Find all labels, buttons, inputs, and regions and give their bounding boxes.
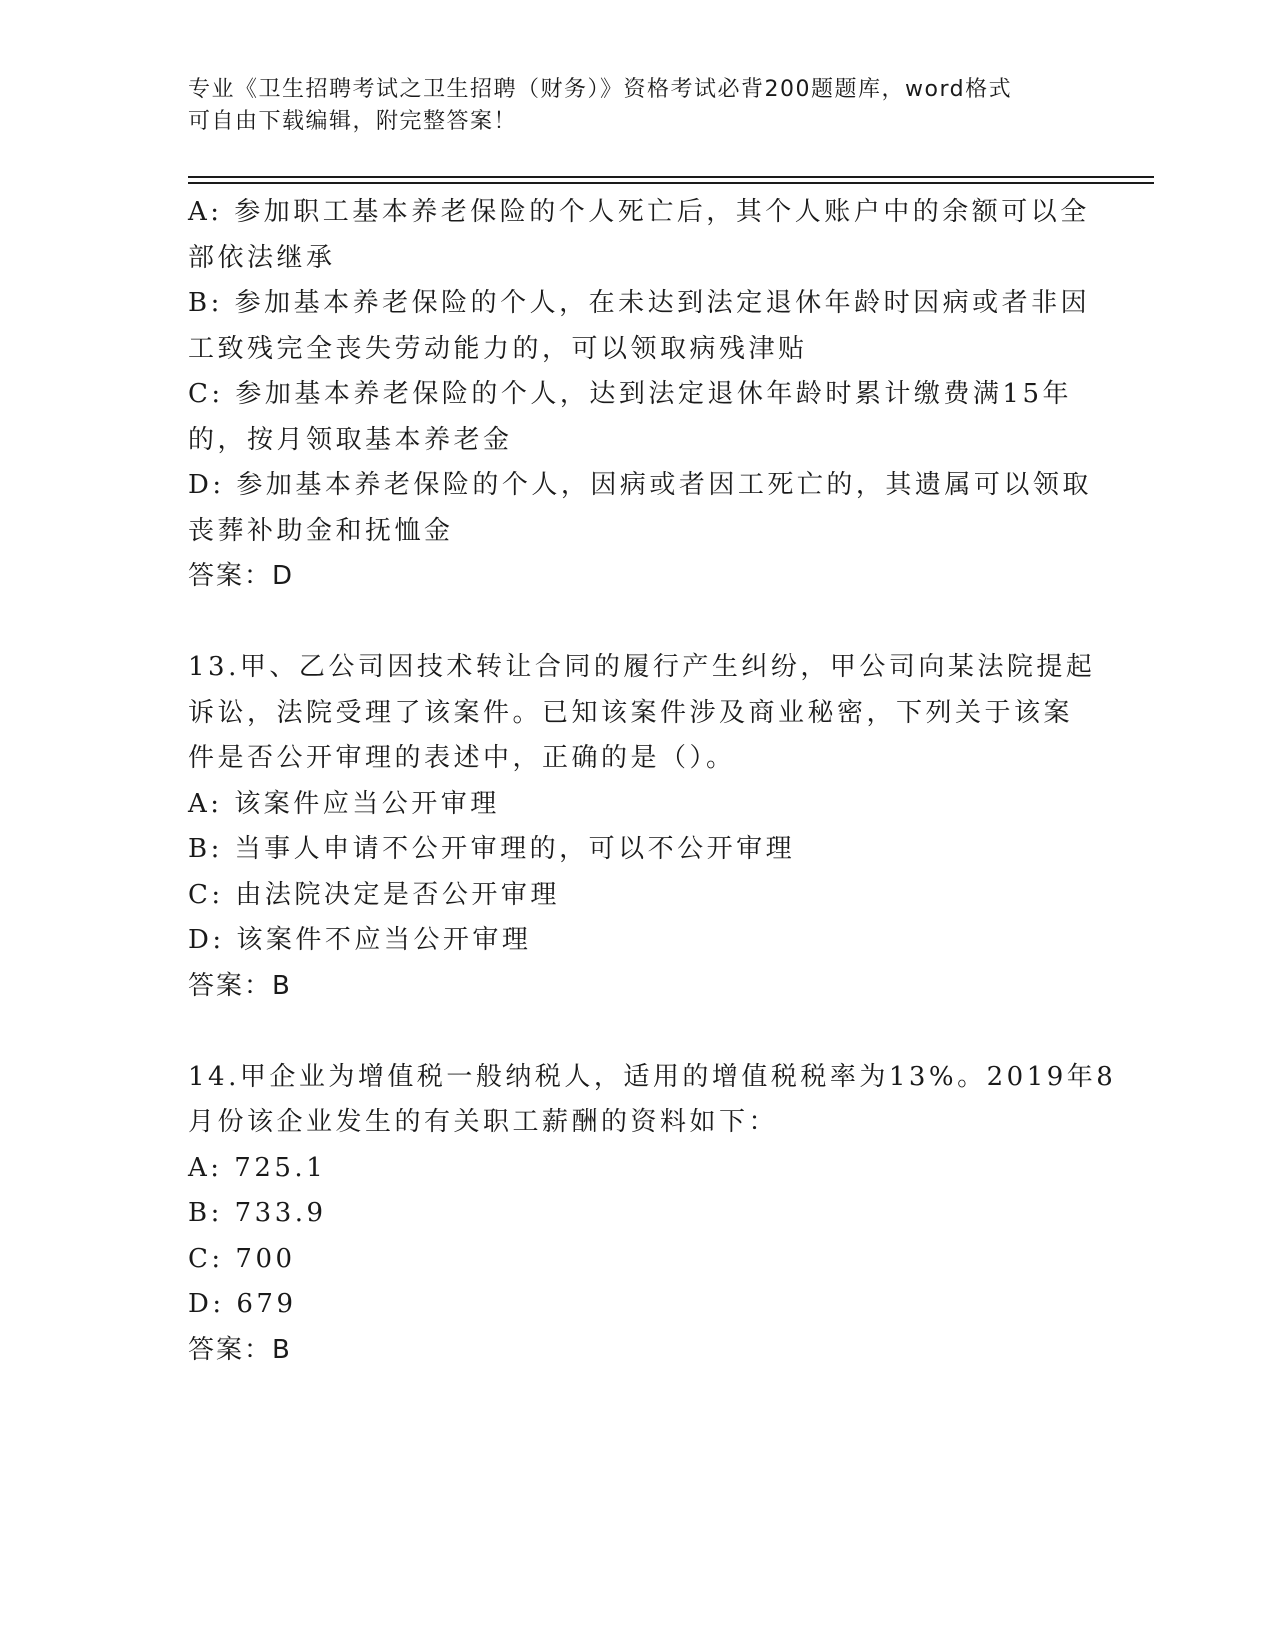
question-spacer: [188, 600, 1088, 646]
question-spacer: [188, 1009, 1088, 1055]
q14-answer: 答案：B: [188, 1334, 292, 1365]
page-header: [188, 74, 1068, 138]
question-14: [188, 1055, 1117, 1374]
q14-option-b: B: 733.9: [188, 1198, 327, 1228]
q12-option-c-line-1: C: 参加基本养老保险的个人，达到法定退休年龄时累计缴费满15年: [188, 379, 1073, 409]
q12-option-d-line-2: 丧葬补助金和抚恤金: [188, 515, 454, 546]
q12-option-b-line-2: 工致残完全丧失劳动能力的，可以领取病残津贴: [188, 333, 808, 364]
header-divider-top: [188, 176, 1154, 178]
question-12: [188, 190, 1092, 600]
q13-option-b: B: 当事人申请不公开审理的，可以不公开审理: [188, 834, 796, 864]
question-list: [188, 190, 1117, 1373]
q14-stem-line-2: 月份该企业发生的有关职工薪酬的资料如下：: [188, 1107, 779, 1137]
q13-option-c: C: 由法院决定是否公开审理: [188, 879, 560, 910]
q12-option-a-line-2: 部依法继承: [188, 242, 336, 273]
q13-answer: 答案：B: [188, 970, 292, 1001]
q13-option-d: D: 该案件不应当公开审理: [188, 925, 532, 955]
q14-option-c: C: 700: [188, 1243, 296, 1274]
q13-stem-line-3: 件是否公开审理的表述中，正确的是（）。: [188, 743, 736, 773]
header-title-line-2: 可自由下载编辑，附完整答案！: [188, 109, 518, 134]
header-title-line-1: 专业《卫生招聘考试之卫生招聘（财务）》资格考试必背200题题库，word格式: [188, 77, 1013, 102]
q12-answer: 答案：D: [188, 561, 295, 591]
q13-stem-line-1: 13.甲、乙公司因技术转让合同的履行产生纠纷，甲公司向某法院提起: [188, 652, 1096, 682]
question-13: [188, 645, 1096, 1009]
q13-stem-line-2: 诉讼，法院受理了该案件。已知该案件涉及商业秘密，下列关于该案: [188, 697, 1074, 728]
q12-option-c-line-2: 的，按月领取基本养老金: [188, 424, 513, 455]
q12-option-a-line-1: A: 参加职工基本养老保险的个人死亡后，其个人账户中的余额可以全: [188, 197, 1090, 227]
q12-option-b-line-1: B: 参加基本养老保险的个人，在未达到法定退休年龄时因病或者非因: [188, 288, 1091, 318]
q14-option-d: D: 679: [188, 1289, 297, 1319]
q14-option-a: A: 725.1: [188, 1152, 327, 1183]
header-divider-bottom: [188, 182, 1154, 184]
q14-stem-line-1: 14.甲企业为增值税一般纳税人，适用的增值税税率为13%。2019年8: [188, 1061, 1117, 1092]
q13-option-a: A: 该案件应当公开审理: [188, 788, 500, 819]
q12-option-d-line-1: D: 参加基本养老保险的个人，因病或者因工死亡的，其遗属可以领取: [188, 470, 1092, 500]
